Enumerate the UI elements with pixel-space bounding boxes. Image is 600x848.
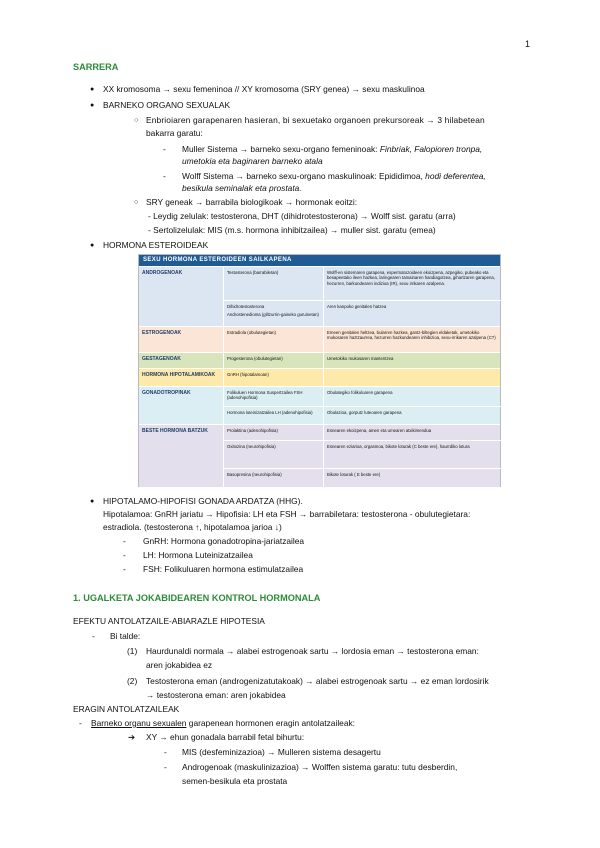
section-title-sarrera: SARRERA (73, 62, 119, 72)
table-hormone: Oxitozina (neurohipofisia) (223, 441, 323, 468)
sarrera-sub1-line1: Enbrioiaren garapenaren hasieran, bi sexuetako organoen prekursoreak → 3 hilabetean (146, 115, 485, 125)
leydig-line: - Leydig zelulak: testosterona, DHT (dihidrotestosterona) → Wolff sist. garatu (arra) (148, 211, 456, 221)
sertoli-line: - Sertolizelulak: MIS (m.s. hormona inhibitzailea) → muller sist. garatu (emea) (148, 225, 436, 235)
table-hormone: Basopresina (neurohipofisia) (223, 469, 323, 488)
hormone-name: Dihidrotestosterona (227, 304, 265, 309)
muller-text: Muller Sistema → barneko sexu-organo femeninoak: (182, 144, 380, 154)
dash-marker: - (163, 144, 166, 154)
hormone-name: Androstenedioma (giltzurrin-gaineko guruinetan) (227, 312, 319, 318)
hormone-table (138, 254, 501, 487)
table-subrow (223, 406, 502, 425)
bullet-dot: ● (90, 498, 95, 505)
table-hormone: Progesterona (obulutegietan) (223, 353, 323, 368)
table-effect: Obulazioa, gorputz luteoaren garapena (323, 407, 502, 425)
table-hormone: Testosterona (barrabiletan) (223, 267, 323, 300)
table-effect: Esnearen eziarioa, orgasmoa, bikote loturak (C beste ere), haurrdiko lotura (323, 441, 502, 468)
table-category: GESTAGENOAK (142, 356, 181, 362)
sarrera-bullet-3: HORMONA ESTEROIDEAK (103, 240, 209, 250)
bullet-dot: ● (90, 242, 95, 249)
table-category: ANDROGENOAK (142, 270, 183, 276)
arrow-right-icon: ➔ (128, 732, 136, 742)
item2-line2: → testosterona eman: aren jokabidea (146, 690, 286, 700)
barneko-rest: garapenean hormonen eragin antolatzaileak: (186, 718, 356, 728)
muller-italic: Finbriak, Falopioren tronpa, (379, 144, 483, 154)
wolff-line2: besikula seminalak eta prostata. (182, 183, 302, 193)
table-row-estrogenoak (139, 326, 500, 352)
barneko-underlined: Barneko organu sexualen (91, 718, 187, 728)
wolff-italic: hodi deferentea, (425, 171, 486, 181)
hhg-title: HIPOTALAMO-HIPOFISI GONADA ARDATZA (HHG). (103, 496, 303, 506)
table-row-androgenoak (139, 266, 500, 326)
table-effect (323, 369, 502, 386)
dash-marker: - (123, 564, 126, 574)
muller-line2: umetokia eta baginaren barneko atala (182, 156, 323, 166)
bullet-dot: ● (90, 102, 95, 109)
table-effect: Umetokiko mukosaren mantentzea (323, 353, 502, 368)
bullet-circle: ○ (134, 117, 139, 124)
dash-marker: - (163, 171, 166, 181)
table-effect: Aren kanpoko genitalen hatzea (323, 301, 502, 327)
xy-line: XY → ehun gonadala barrabil fetal bihurtu: (146, 732, 305, 742)
sarrera-sub2: SRY geneak → barrabila biologikoak → hormonak eoitzi: (146, 197, 358, 207)
item2-line1: Testosterona eman (androgenizatutakoak) → alabei estrogenoak sartu → ez eman lordosirik (146, 676, 489, 686)
hhg-line1: Hipotalamoa: GnRH jariatu → Hipofisia: LH eta FSH → barrabiletara: testosterona - obulutegietara: (103, 509, 471, 519)
table-effect: Bikote loturak ( E beste ere) (323, 469, 502, 488)
table-effect: Emeen genitalen heltzea, bularren hazkea, gantz-biltegien eldaketak, umetokiko mukosaren haztzaurrea, hezurren hazkundearen inhibizioa, sexu-irrikaren azalpena (C?) (323, 327, 502, 352)
table-row-gestagenoak (139, 352, 500, 368)
item-number-2: (2) (127, 676, 138, 686)
table-hormone: Estradiola (obulutegietan) (223, 327, 323, 352)
muller-line1 (182, 143, 482, 155)
item-number-1: (1) (127, 646, 138, 656)
bullet-dot: ● (90, 86, 95, 93)
table-row-hipotalamikoak (139, 368, 500, 386)
table-category: ESTROGENOAK (142, 330, 182, 336)
table-subrow (223, 300, 502, 327)
dash-marker: - (164, 762, 167, 772)
sarrera-bullet-1: XX kromosoma → sexu femeninoa // XY kromosoma (SRY genea) → sexu maskulinoa (103, 84, 425, 94)
hhg-item: LH: Hormona Luteinizatzailea (143, 550, 253, 560)
dash-marker: - (123, 536, 126, 546)
table-category: GONADOTROPINAK (142, 390, 191, 396)
table-hormone: Folikuluen Hormona Suspertzailea FSH (adenohipofisia) (223, 387, 323, 406)
table-subrow (223, 468, 502, 488)
table-hormone: GnRH (hipotalamoan) (223, 369, 323, 386)
table-hormone: Prolaktina (adenohipofisia) (223, 425, 323, 440)
table-effect: Obulategiko folikuluaren garapena (323, 387, 502, 406)
bitalde-label: Bi talde: (110, 631, 141, 641)
andro-line1: Androgenoak (maskulinizazioa) → Wolffen sistema garatu: tutu desberdin, (182, 762, 458, 772)
dash-marker: - (92, 631, 95, 641)
table-hormone: Hormona luteinizatzailea LH (adenohipofisia) (223, 407, 323, 425)
eragin-heading: ERAGIN ANTOLATZAILEAK (73, 704, 180, 714)
dash-marker: - (123, 550, 126, 560)
hhg-line2: estradiola. (testosterona ↑, hipotalamoa jarioa ↓) (103, 522, 282, 532)
table-category: HORMONA HIPOTALAMIKOAK (142, 372, 216, 378)
hhg-item: GnRH: Hormona gonadotropina-jariatzailea (143, 536, 305, 546)
wolff-text: Wolff Sistema → barneko sexu-organo maskulinoak: Epididimoa, (182, 171, 426, 181)
sarrera-bullet-2: BARNEKO ORGANO SEXUALAK (103, 100, 231, 110)
table-category: BESTE HORMONA BATZUK (142, 428, 208, 434)
page-number: 1 (524, 39, 530, 49)
barneko-line (91, 717, 355, 729)
table-title: SEXU HORMONA ESTEROIDEEN SAILKAPENA (139, 255, 500, 266)
hhg-item: FSH: Folikuluaren hormona estimulatzailea (143, 564, 304, 574)
sarrera-sub1-line2: bakarra garatu: (146, 128, 203, 138)
dash-marker: - (164, 747, 167, 757)
dash-marker: - (79, 718, 82, 728)
efektu-heading: EFEKTU ANTOLATZAILE-ABIARAZLE HIPOTESIA (73, 616, 265, 626)
andro-line2: semen-besikula eta prostata (182, 776, 288, 786)
table-row-beste (139, 424, 500, 487)
item1-line2: aren jokabidea ez (146, 660, 213, 670)
mis-line: MIS (desfeminizazioa) → Mulleren sistema desagertu (182, 747, 381, 757)
bullet-circle: ○ (134, 199, 139, 206)
table-hormone (223, 301, 323, 327)
table-effect: Wolff-en sistemaren garapena, espermatozoideen ekoizpena, azpegiko, pubeako eta besapeetako ileen hazkea, laringearen tamainaren handiagotzea, gihartzaren garapena, hezurren, barkundearen indizioa (IR), sexu irrikaren azalpena. (323, 267, 502, 300)
section-title-1: 1. UGALKETA JOKABIDEAREN KONTROL HORMONALA (73, 593, 321, 603)
table-subrow (223, 440, 502, 468)
item1-line1: Haurdunaldi normala → alabei estrogenoak sartu → lordosia eman → testosterona eman: (146, 646, 479, 656)
table-effect: Esnearen ekoizpena, amen eta umearen atxikimendua (323, 425, 502, 440)
wolff-line1 (182, 170, 486, 182)
table-row-gonadotropinak (139, 386, 500, 424)
